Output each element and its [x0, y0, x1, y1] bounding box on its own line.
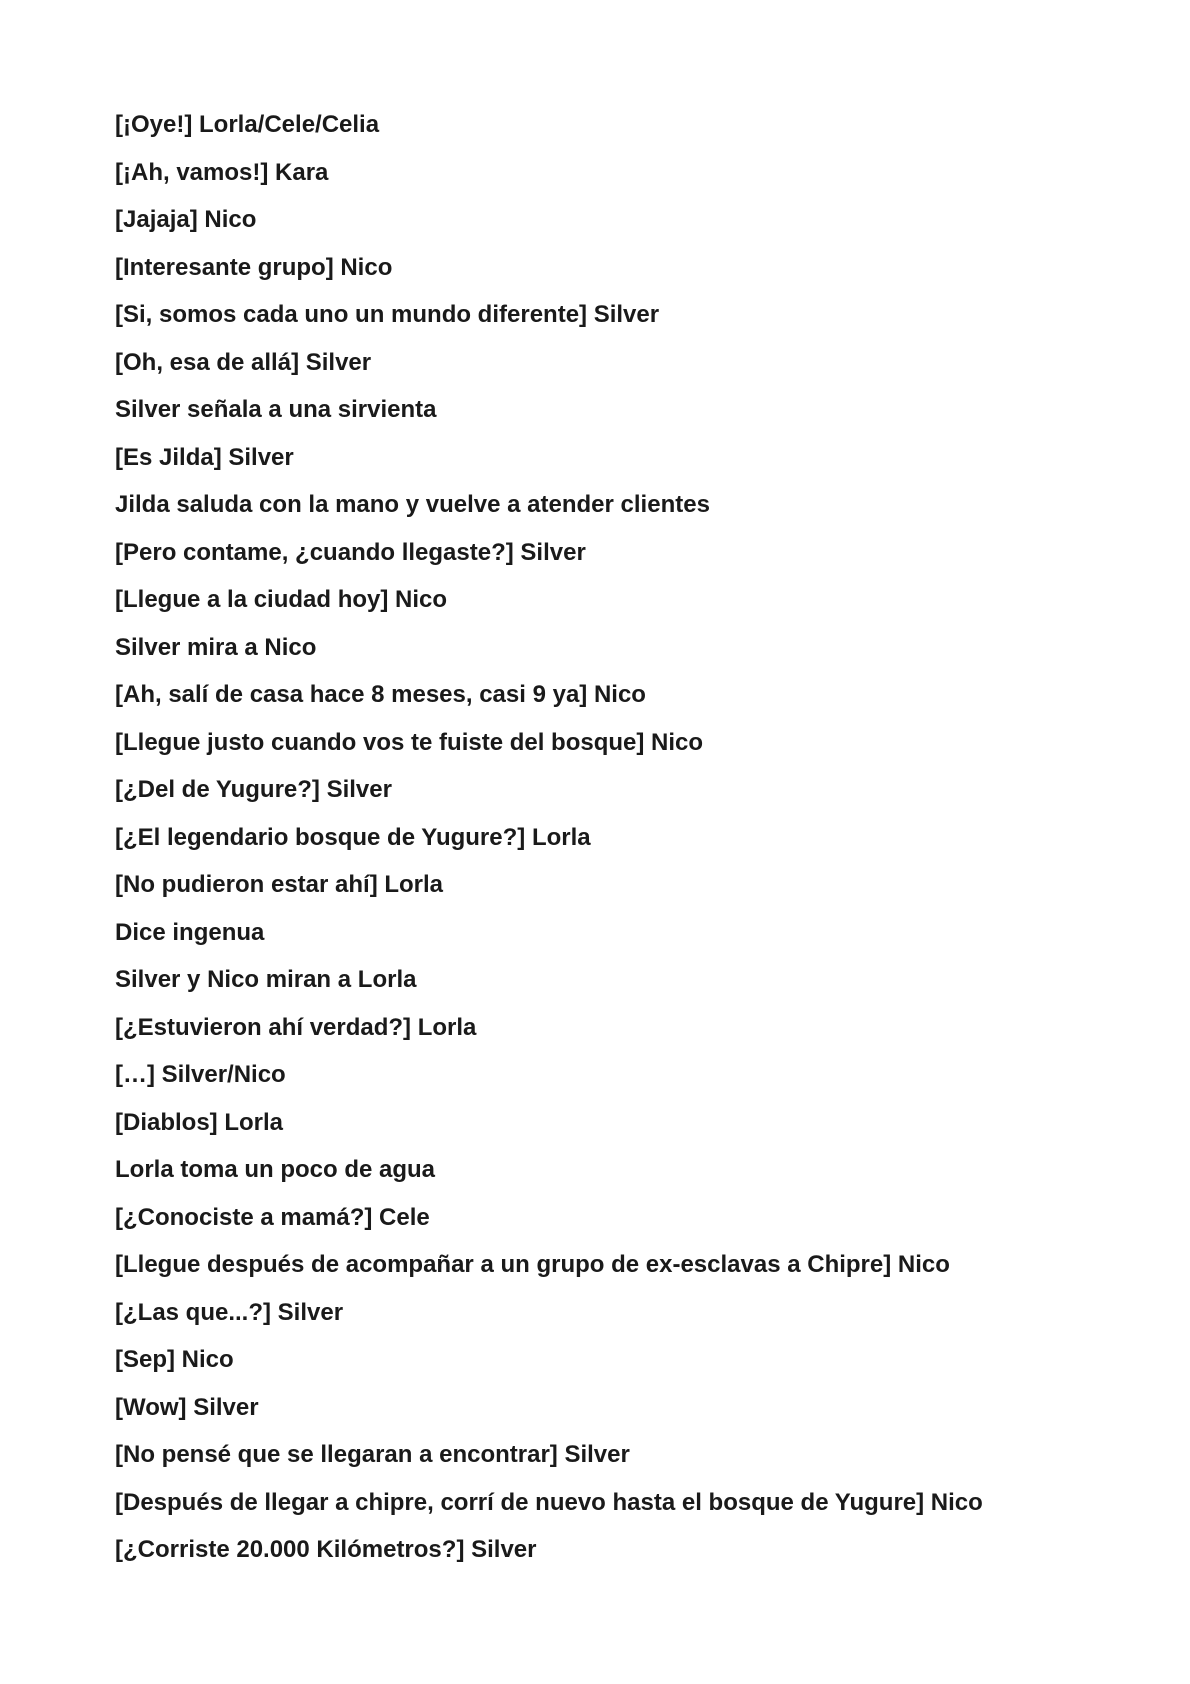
dialogue-line: [No pudieron estar ahí] Lorla — [115, 871, 444, 898]
narration-line: Jilda saluda con la mano y vuelve a atender clientes — [115, 491, 710, 518]
dialogue-line: [Diablos] Lorla — [115, 1108, 284, 1136]
dialogue-line: [¿El legendario bosque de Yugure?] Lorla — [115, 823, 591, 851]
dialogue-line: [¿Estuvieron ahí verdad?] Lorla — [115, 1013, 477, 1041]
dialogue-line: [Jajaja] Nico — [115, 206, 257, 233]
dialogue-line: [Interesante grupo] Nico — [115, 253, 393, 281]
dialogue-line: [Es Jilda] Silver — [115, 443, 294, 471]
dialogue-line: [Ah, salí de casa hace 8 meses, casi 9 ya] Nico — [115, 681, 646, 708]
dialogue-line: [¡Ah, vamos!] Kara — [115, 158, 329, 186]
dialogue-line: […] Silver/Nico — [115, 1061, 286, 1088]
dialogue-line: [¿Corriste 20.000 Kilómetros?] Silver — [115, 1536, 537, 1563]
dialogue-line: [¿Conociste a mamá?] Cele — [115, 1203, 430, 1231]
dialogue-line: [No pensé que se llegaran a encontrar] Silver — [115, 1441, 630, 1468]
dialogue-line: [Oh, esa de allá] Silver — [115, 348, 372, 376]
dialogue-line: [Después de llegar a chipre, corrí de nuevo hasta el bosque de Yugure] Nico — [115, 1488, 983, 1516]
dialogue-line: [Wow] Silver — [115, 1393, 259, 1421]
narration-line: Silver y Nico miran a Lorla — [115, 966, 417, 993]
dialogue-line: [Llegue justo cuando vos te fuiste del bosque] Nico — [115, 728, 704, 756]
dialogue-line: [¡Oye!] Lorla/Cele/Celia — [115, 111, 380, 138]
dialogue-line: [Llegue después de acompañar a un grupo de ex-esclavas a Chipre] Nico — [115, 1251, 950, 1278]
dialogue-line: [Si, somos cada uno un mundo diferente] Silver — [115, 301, 660, 328]
narration-line: Silver mira a Nico — [115, 633, 317, 661]
dialogue-line: [Pero contame, ¿cuando llegaste?] Silver — [115, 538, 586, 566]
dialogue-line: [Sep] Nico — [115, 1346, 234, 1373]
narration-line: Dice ingenua — [115, 918, 265, 946]
dialogue-lines — [115, 110, 1115, 1583]
dialogue-line: [¿Las que...?] Silver — [115, 1298, 344, 1326]
narration-line: Lorla toma un poco de agua — [115, 1156, 436, 1183]
dialogue-line: [Llegue a la ciudad hoy] Nico — [115, 586, 448, 613]
dialogue-line: [¿Del de Yugure?] Silver — [115, 776, 392, 803]
narration-line: Silver señala a una sirvienta — [115, 396, 437, 423]
